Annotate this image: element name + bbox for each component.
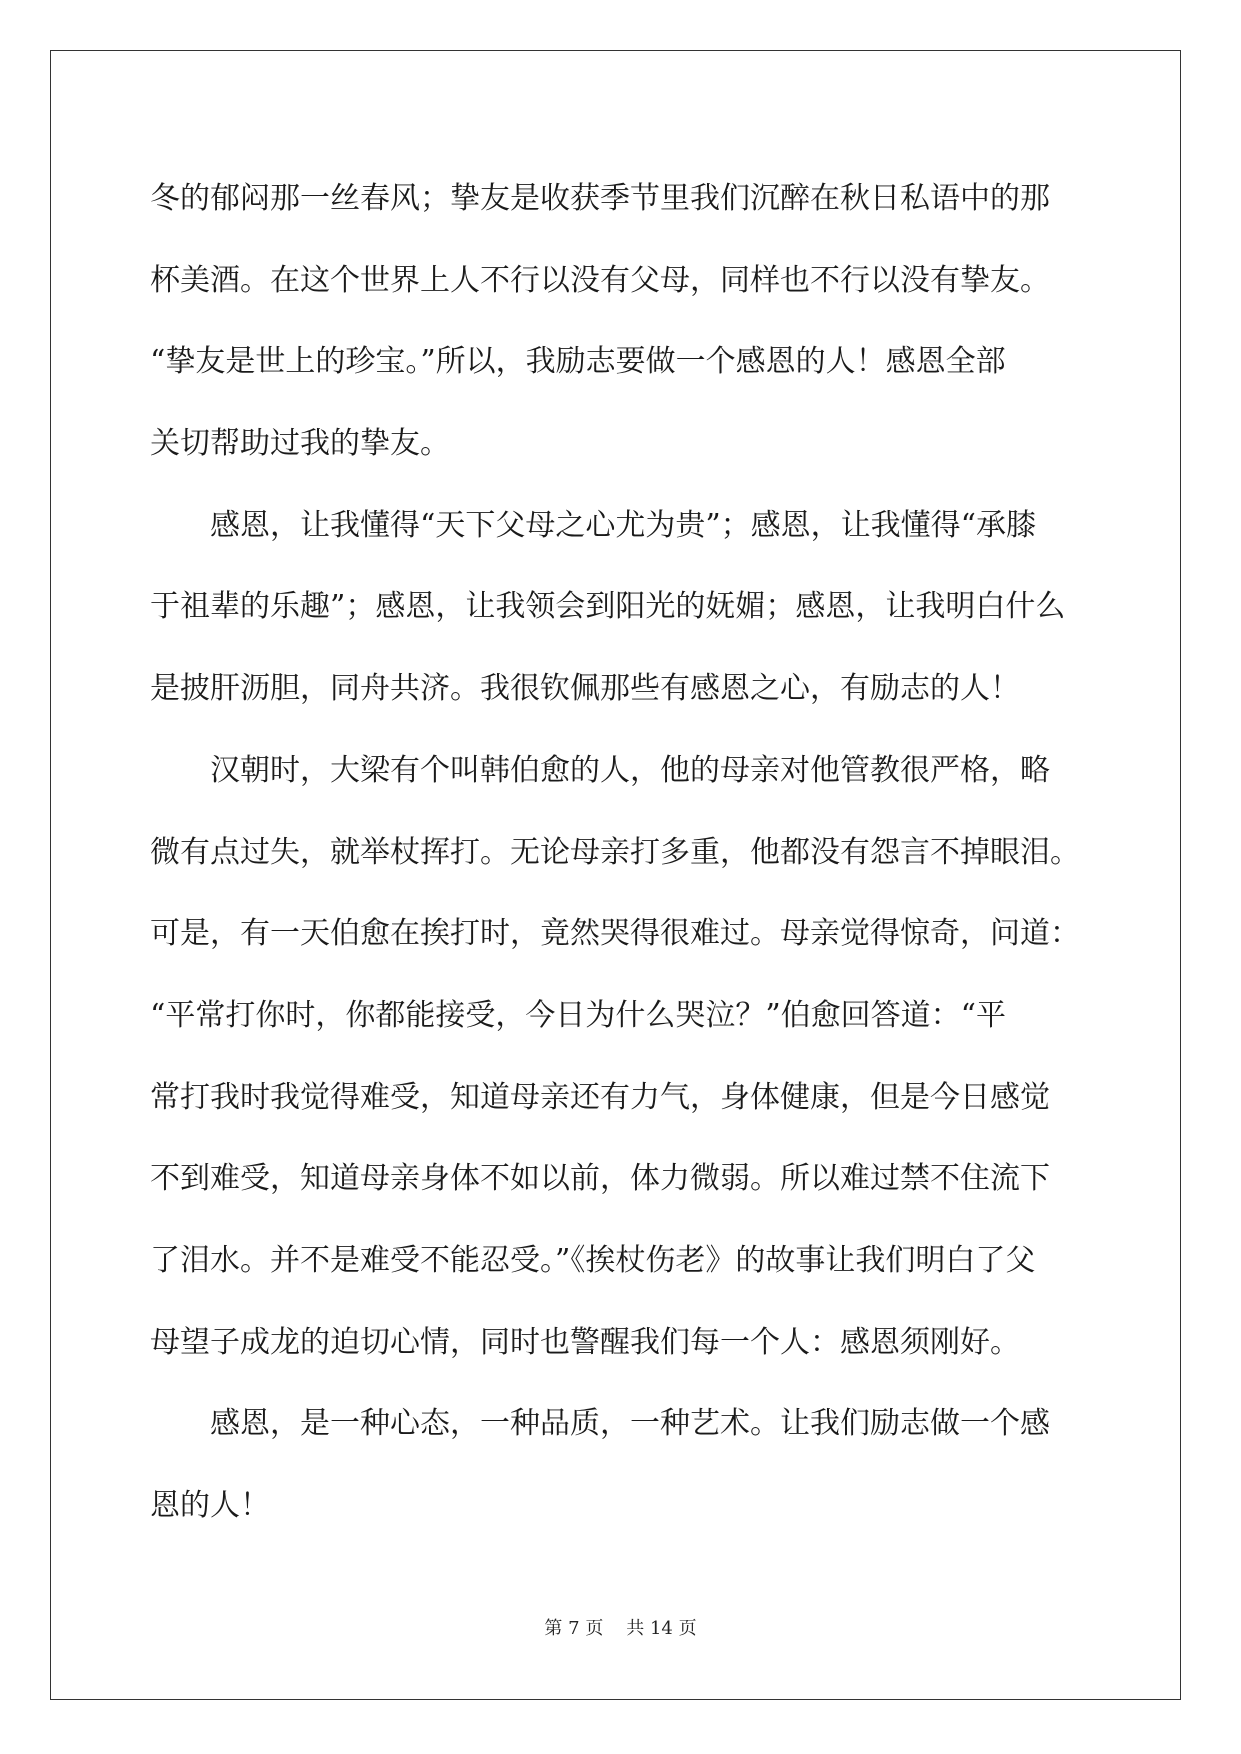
text-line: 微有点过失，就举杖挥打。无论母亲打多重，他都没有怨言不掉眼泪。 bbox=[150, 834, 1080, 870]
text-line: 感恩，让我懂得“天下父母之心尤为贵”；感恩，让我懂得“承膝 bbox=[150, 507, 1037, 543]
text-line: 不到难受，知道母亲身体不如以前，体力微弱。所以难过禁不住流下 bbox=[150, 1161, 1050, 1197]
text-line: 可是，有一天伯愈在挨打时，竟然哭得很难过。母亲觉得惊奇，问道： bbox=[150, 916, 1080, 952]
text-line: 常打我时我觉得难受，知道母亲还有力气，身体健康，但是今日感觉 bbox=[150, 1079, 1050, 1115]
document-body bbox=[150, 158, 1090, 1547]
text-line: 是披肝沥胆，同舟共济。我很钦佩那些有感恩之心，有励志的人！ bbox=[150, 671, 1020, 707]
text-line: “平常打你时，你都能接受，今日为什么哭泣？”伯愈回答道：“平 bbox=[150, 997, 1007, 1033]
text-line: 关切帮助过我的挚友。 bbox=[150, 426, 450, 462]
text-line: 母望子成龙的迫切心情，同时也警醒我们每一个人：感恩须刚好。 bbox=[150, 1324, 1020, 1360]
page-number: 第 7 页 bbox=[544, 1618, 604, 1639]
page-footer bbox=[0, 1617, 1241, 1641]
text-line: 于祖辈的乐趣”；感恩，让我领会到阳光的妩媚；感恩，让我明白什么 bbox=[150, 589, 1066, 625]
text-line: “挚友是世上的珍宝。”所以，我励志要做一个感恩的人！感恩全部 bbox=[150, 344, 1006, 380]
text-line: 杯美酒。在这个世界上人不行以没有父母，同样也不行以没有挚友。 bbox=[150, 262, 1050, 298]
page-total: 共 14 页 bbox=[626, 1618, 697, 1639]
text-line: 了泪水。并不是难受不能忍受。”《挨杖伤老》的故事让我们明白了父 bbox=[150, 1242, 1036, 1278]
text-line: 恩的人！ bbox=[150, 1488, 270, 1523]
text-line: 冬的郁闷那一丝春风；挚友是收获季节里我们沉醉在秋日私语中的那 bbox=[150, 181, 1050, 216]
text-line: 感恩，是一种心态，一种品质，一种艺术。让我们励志做一个感 bbox=[150, 1406, 1050, 1442]
text-line: 汉朝时，大梁有个叫韩伯愈的人，他的母亲对他管教很严格，略 bbox=[150, 752, 1050, 788]
